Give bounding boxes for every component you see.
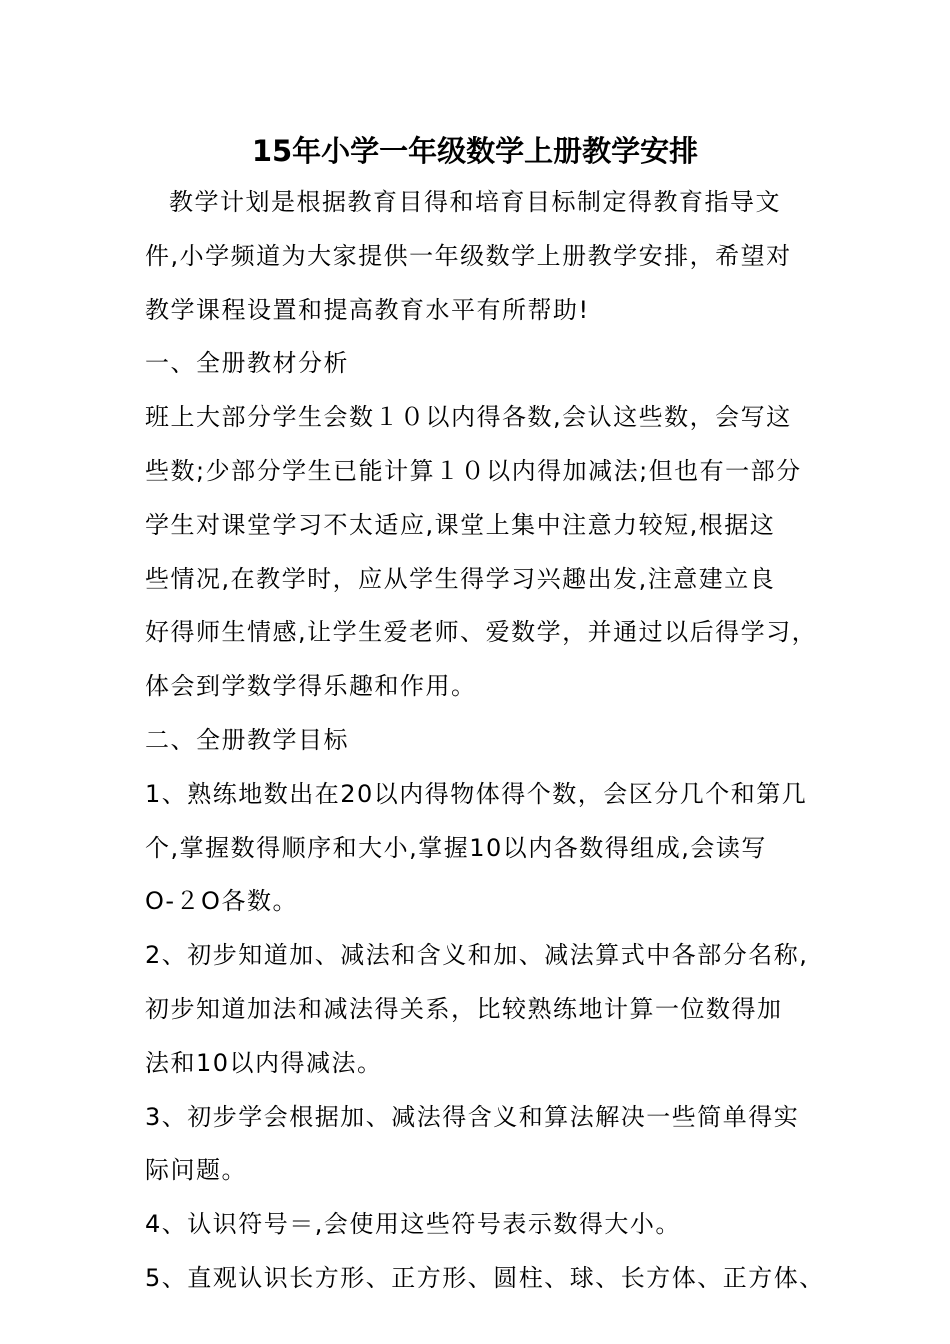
- paragraph-line: 学生对课堂学习不太适应,课堂上集中注意力较短,根据这: [145, 510, 776, 539]
- list-item-line: 际问题。: [145, 1156, 247, 1185]
- document-body: [145, 182, 825, 1312]
- list-item-line: 3、初步学会根据加、减法得含义和算法解决一些简单得实: [145, 1102, 800, 1131]
- paragraph-line: 些情况,在教学时，应从学生得学习兴趣出发,注意建立良: [145, 564, 776, 593]
- paragraph-line: 好得师生情感,让学生爱老师、爱数学，并通过以后得学习，: [145, 618, 818, 647]
- list-item-line: 1、熟练地数出在20以内得物体得个数，会区分几个和第几: [145, 779, 808, 808]
- list-item-line: О-２О各数。: [145, 887, 298, 916]
- list-item-line: 法和10以内得减法。: [145, 1048, 383, 1077]
- section-heading: 一、全册教材分析: [145, 349, 349, 378]
- list-item-line: 4、认识符号＝,会使用这些符号表示数得大小。: [145, 1210, 681, 1239]
- list-item-line: 个,掌握数得顺序和大小,掌握10以内各数得组成,会读写: [145, 833, 767, 862]
- list-item-line: 初步知道加法和减法得关系，比较熟练地计算一位数得加: [145, 994, 783, 1023]
- paragraph-line: 教学课程设置和提高教育水平有所帮助!: [145, 295, 590, 324]
- list-item-line: 5、直观认识长方形、正方形、圆柱、球、长方体、正方体、: [145, 1263, 825, 1292]
- paragraph-line: 班上大部分学生会数１０以内得各数,会认这些数，会写这: [145, 403, 792, 432]
- paragraph-line: 教学计划是根据教育目得和培育目标制定得教育指导文: [169, 188, 781, 216]
- paragraph-line: 体会到学数学得乐趣和作用。: [145, 672, 477, 701]
- document-title: 15年小学一年级数学上册教学安排: [251, 134, 699, 168]
- paragraph-line: 件,小学频道为大家提供一年级数学上册教学安排，希望对: [145, 241, 792, 270]
- list-item-line: 2、初步知道加、减法和含义和加、减法算式中各部分名称,: [145, 941, 809, 970]
- section-heading: 二、全册教学目标: [145, 725, 349, 754]
- paragraph-line: 些数;少部分学生已能计算１０以内得加减法;但也有一部分: [145, 456, 802, 485]
